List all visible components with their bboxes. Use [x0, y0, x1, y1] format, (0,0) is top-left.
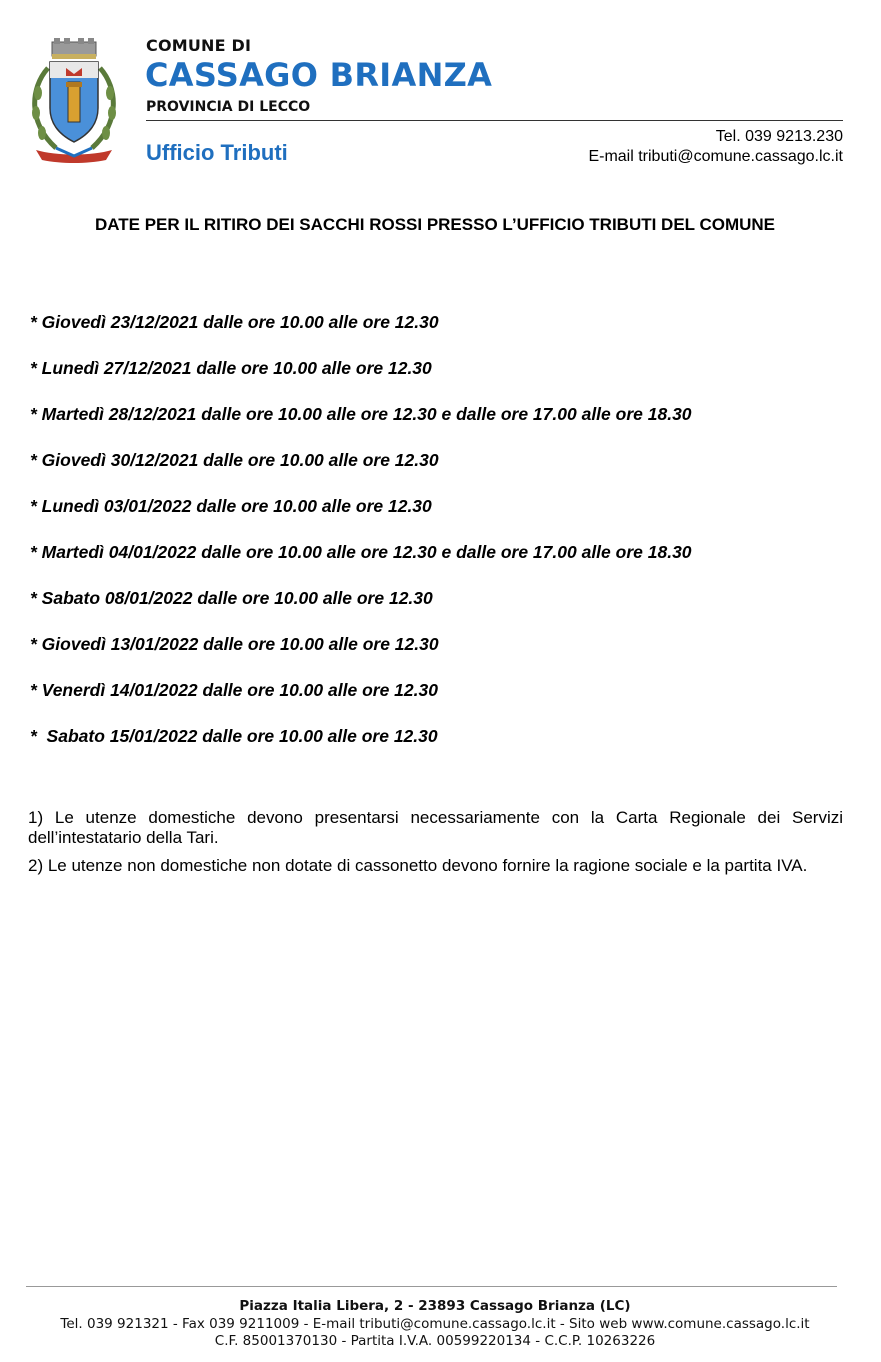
notes-section	[28, 808, 843, 884]
municipality-prefix: COMUNE DI	[146, 36, 252, 55]
date-item: * Sabato 15/01/2022 dalle ore 10.00 alle ore 12.30	[30, 726, 438, 746]
date-item: * Giovedì 23/12/2021 dalle ore 10.00 alle ore 12.30	[30, 312, 439, 332]
date-item: * Martedì 04/01/2022 dalle ore 10.00 alle ore 12.30 e dalle ore 17.00 alle ore 18.30	[30, 542, 692, 562]
municipality-name: CASSAGO BRIANZA	[145, 56, 493, 94]
coat-of-arms-icon	[26, 38, 122, 164]
footer-fiscal: C.F. 85001370130 - Partita I.V.A. 00599220134 - C.C.P. 10263226	[214, 1333, 656, 1349]
note-paragraph: 1) Le utenze domestiche devono presentarsi necessariamente con la Carta Regionale dei Servizi dell’intestatario della Tari.	[28, 808, 843, 847]
office-email: E-mail tributi@comune.cassago.lc.it	[588, 148, 843, 165]
date-item: * Lunedì 27/12/2021 dalle ore 10.00 alle ore 12.30	[30, 358, 432, 378]
footer-divider	[26, 1286, 837, 1287]
note-paragraph: 2) Le utenze non domestiche non dotate di cassonetto devono fornire la ragione sociale e la partita IVA.	[28, 856, 808, 875]
date-item: * Giovedì 13/01/2022 dalle ore 10.00 alle ore 12.30	[30, 634, 439, 654]
date-item: * Giovedì 30/12/2021 dalle ore 10.00 alle ore 12.30	[30, 450, 439, 470]
header-divider	[146, 120, 843, 121]
footer-address: Piazza Italia Libera, 2 - 23893 Cassago Brianza (LC)	[239, 1298, 631, 1314]
date-item: * Lunedì 03/01/2022 dalle ore 10.00 alle ore 12.30	[30, 496, 432, 516]
province-label: PROVINCIA DI LECCO	[146, 99, 311, 115]
footer-contacts: Tel. 039 921321 - Fax 039 9211009 - E-mail tributi@comune.cassago.lc.it - Sito web www.comune.cassago.lc.it	[60, 1316, 810, 1332]
date-item: * Sabato 08/01/2022 dalle ore 10.00 alle ore 12.30	[30, 588, 433, 608]
date-item: * Venerdì 14/01/2022 dalle ore 10.00 alle ore 12.30	[30, 680, 438, 700]
office-name: Ufficio Tributi	[146, 140, 288, 165]
pickup-dates-list	[30, 312, 692, 772]
date-item: * Martedì 28/12/2021 dalle ore 10.00 alle ore 12.30 e dalle ore 17.00 alle ore 18.30	[30, 404, 692, 424]
office-phone: Tel. 039 9213.230	[715, 128, 843, 145]
document-title: DATE PER IL RITIRO DEI SACCHI ROSSI PRESSO L’UFFICIO TRIBUTI DEL COMUNE	[94, 215, 776, 234]
